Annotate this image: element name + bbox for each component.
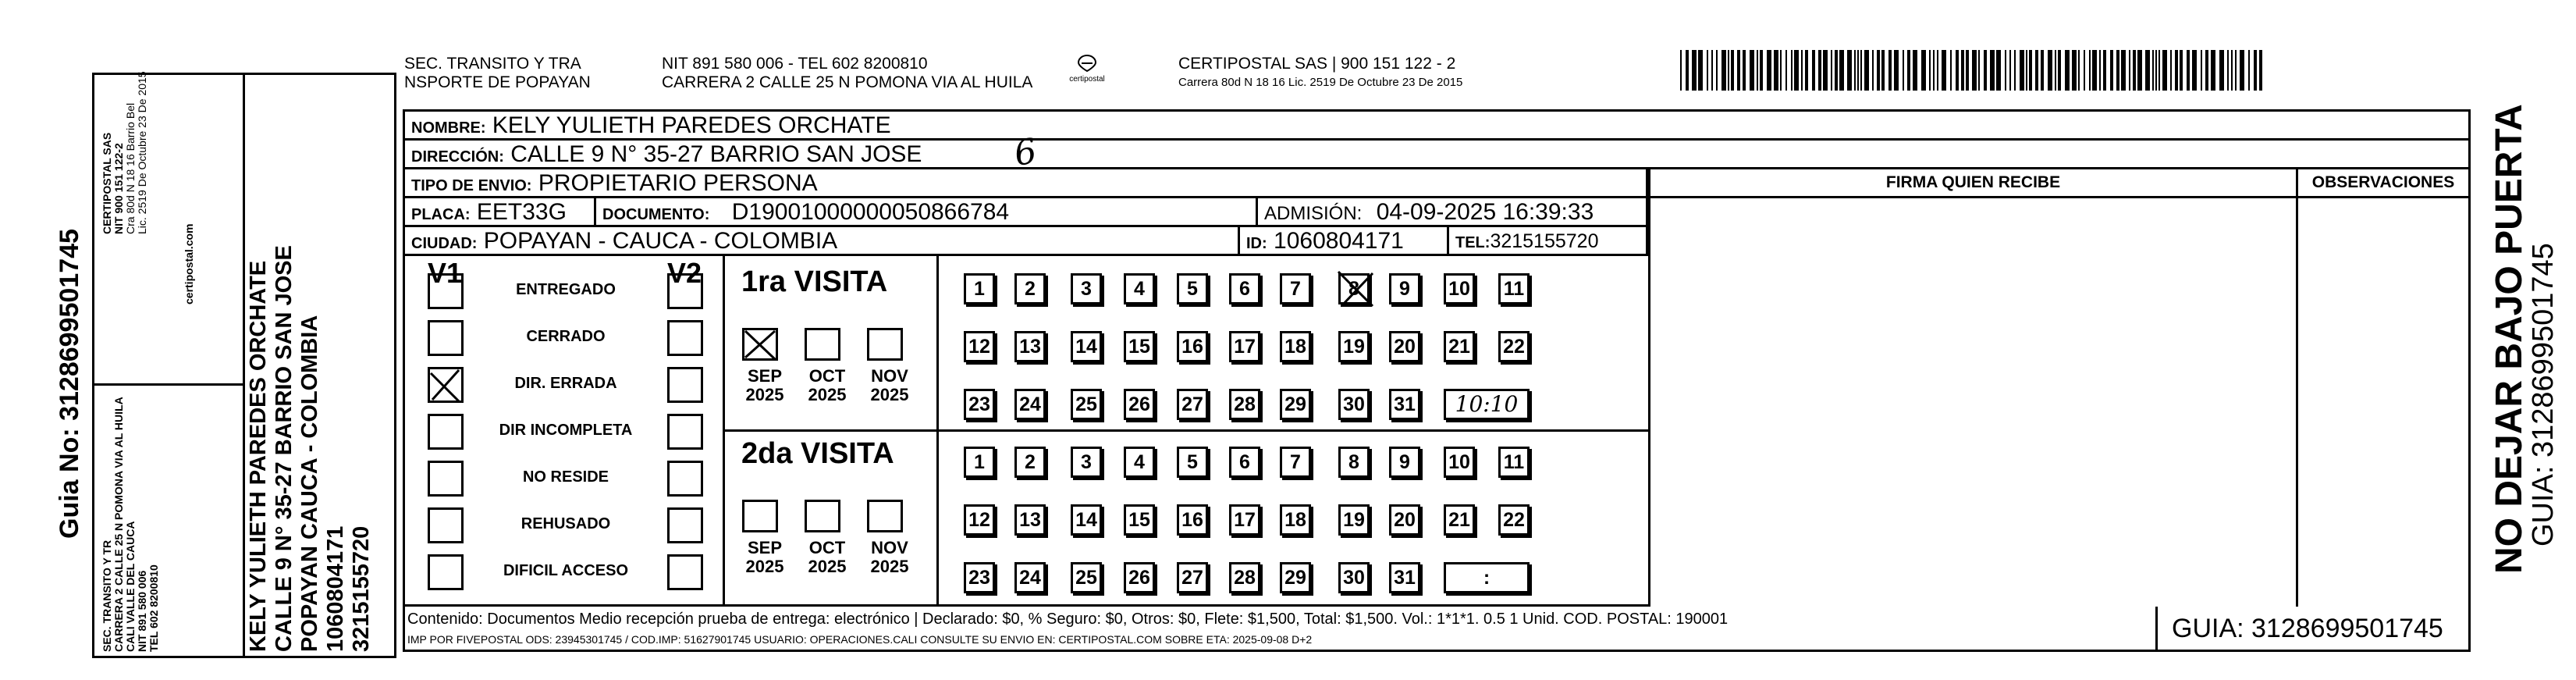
day-box[interactable]: 8 (1338, 447, 1370, 478)
month-checkbox-oct[interactable] (805, 328, 840, 361)
placa-label: PLACA: (411, 206, 471, 223)
placa-cell (405, 198, 596, 227)
v1-checkbox[interactable] (428, 507, 464, 543)
day-box[interactable]: 9 (1389, 447, 1420, 478)
admision-label: ADMISIÓN: (1264, 203, 1363, 224)
day-box[interactable]: 22 (1498, 331, 1530, 362)
no-dejar-title: NO DEJAR BAJO PUERTA (2489, 104, 2530, 574)
year-label: 2025 (870, 557, 909, 576)
nombre-row (405, 112, 2468, 141)
pin-icon (1077, 55, 1097, 72)
stub-recipient-line: KELY YULIETH PAREDES ORCHATE (246, 260, 271, 652)
tel-label: TEL: (1455, 234, 1491, 251)
day-box[interactable]: 17 (1229, 331, 1260, 362)
second-visit-title: 2da VISITA (741, 437, 894, 470)
documento-label: DOCUMENTO: (602, 206, 710, 223)
ciudad-label: CIUDAD: (411, 235, 478, 252)
id-label: ID: (1246, 235, 1267, 252)
day-box[interactable]: 14 (1071, 504, 1102, 536)
footer-content (407, 609, 2155, 650)
nombre-value: KELY YULIETH PAREDES ORCHATE (492, 112, 891, 138)
year-label: 2025 (808, 385, 847, 404)
day-box[interactable]: 10 (1444, 447, 1475, 478)
day-box[interactable]: 27 (1177, 562, 1208, 593)
sender-nit: NIT 891 580 006 - TEL 602 8200810 (662, 55, 928, 73)
firma-column (1648, 169, 2298, 607)
day-box[interactable]: 30 (1338, 562, 1370, 593)
day-box[interactable]: 5 (1177, 273, 1208, 304)
v1-checkbox[interactable] (428, 320, 464, 356)
footer-guia-box (2155, 607, 2468, 652)
first-visit-title: 1ra VISITA (741, 265, 888, 298)
stub-sender-line: SEC. TRANSITO Y TR (101, 539, 113, 652)
stub-recipient-line: CALLE 9 N° 35-27 BARRIO SAN JOSE (272, 245, 297, 652)
day-box[interactable]: 24 (1014, 389, 1046, 420)
day-box[interactable]: 31 (1389, 389, 1420, 420)
stub-courier-line: Lic. 2519 De Octubre 23 De 2015 (136, 71, 148, 234)
day-box[interactable]: 29 (1280, 562, 1311, 593)
day-box[interactable]: 7 (1280, 447, 1311, 478)
direccion-label: DIRECCIÓN: (411, 148, 504, 166)
right-guia: GUIA: 3128699501745 (2527, 243, 2560, 546)
sender-name-line-2: NSPORTE DE POPAYAN (404, 73, 591, 91)
footer-line-2: IMP POR FIVEPOSTAL ODS: 23945301745 / COD.IMP: 51627901745 USUARIO: OPERACIONES.CALI CONSULTE SU ENVIO EN: CERTIPOSTAL.COM SOBRE ETA: 2025-09-08 D+2 (407, 633, 1313, 646)
day-box[interactable]: 15 (1124, 504, 1155, 536)
observaciones-column (2298, 169, 2468, 607)
day-box[interactable]: 25 (1071, 562, 1102, 593)
stub-recipient-line: 1060804171 (323, 525, 348, 652)
visit-option-label: DIFICIL ACCESO (503, 562, 628, 579)
year-label: 2025 (808, 557, 847, 576)
sender-name (404, 55, 591, 92)
firma-header: FIRMA QUIEN RECIBE (1650, 169, 2296, 198)
day-box[interactable]: 26 (1124, 562, 1155, 593)
courier-name: CERTIPOSTAL SAS | 900 151 122 - 2 (1178, 55, 1456, 73)
x-mark-icon (428, 367, 464, 403)
time-box[interactable]: : (1444, 562, 1530, 593)
month-label: NOV (871, 538, 908, 557)
v1-checkbox[interactable] (428, 414, 464, 450)
day-box[interactable]: 3 (1071, 273, 1102, 304)
year-label: 2025 (745, 385, 784, 404)
month-checkbox-sep[interactable] (742, 500, 778, 532)
month-label: NOV (871, 366, 908, 386)
logo-text: certipostal (1069, 75, 1105, 84)
stub-recipient-line: POPAYAN CAUCA - COLOMBIA (297, 315, 322, 652)
day-box[interactable]: 2 (1014, 273, 1046, 304)
day-box[interactable]: 14 (1071, 331, 1102, 362)
footer-line-1: Contenido: Documentos Medio recepción prueba de entrega: electrónico | Declarado: $0, % Seguro: $0, Otros: $0, Flete: $1,500, Total: $1,500. Vol.: 1*1*1. 0.5 1 Unid. COD. POSTAL: 190001 (407, 611, 1729, 628)
direccion-value: CALLE 9 N° 35-27 BARRIO SAN JOSE (510, 141, 922, 167)
stub-sender-line: CALI VALLE DEL CAUCA (124, 521, 137, 652)
footer-guia: GUIA: 3128699501745 (2172, 614, 2443, 643)
day-box[interactable]: 16 (1177, 504, 1208, 536)
day-box[interactable]: 20 (1389, 331, 1420, 362)
month-checkbox-nov[interactable] (867, 500, 903, 532)
day-box[interactable]: 12 (964, 331, 995, 362)
stub-sender (101, 397, 160, 652)
day-box[interactable]: 21 (1444, 331, 1475, 362)
day-box[interactable]: 21 (1444, 504, 1475, 536)
stub-courier-line: NIT 900 151 122-2 (112, 143, 125, 234)
tipo-label: TIPO DE ENVIO: (411, 177, 532, 194)
stub-website: certipostal.com (183, 223, 195, 304)
day-box[interactable]: 4 (1124, 273, 1155, 304)
visits-mid-divider (723, 429, 1648, 432)
day-box[interactable]: 26 (1124, 389, 1155, 420)
day-box[interactable]: 12 (964, 504, 995, 536)
visit-option-label: CERRADO (526, 328, 606, 345)
day-box[interactable]: 18 (1280, 331, 1311, 362)
stub-courier (101, 71, 148, 234)
day-box[interactable]: 15 (1124, 331, 1155, 362)
day-box[interactable]: 28 (1229, 389, 1260, 420)
day-box[interactable]: 19 (1338, 504, 1370, 536)
documento-value: D19001000000050866784 (731, 199, 1010, 225)
stub-sender-line: NIT 891 580 006 (136, 570, 148, 652)
v2-checkbox[interactable] (667, 273, 703, 309)
year-label: 2025 (745, 557, 784, 576)
day-box[interactable]: 6 (1229, 273, 1260, 304)
handwritten-mark: 6 (1011, 130, 1040, 175)
sender-name-line-1: SEC. TRANSITO Y TRA (404, 55, 581, 73)
v2-header: V2 (667, 257, 702, 289)
day-box[interactable]: 1 (964, 447, 995, 478)
stub-guia-label: Guia No: 3128699501745 (55, 229, 84, 539)
day-box[interactable]: 6 (1229, 447, 1260, 478)
v2-checkbox[interactable] (667, 414, 703, 450)
id-cell (1240, 227, 1449, 256)
ciudad-cell (405, 227, 1240, 256)
day-box[interactable]: 13 (1014, 504, 1046, 536)
month-checkbox-nov[interactable] (867, 328, 903, 361)
day-box[interactable]: 4 (1124, 447, 1155, 478)
visit-option-label: REHUSADO (521, 515, 611, 532)
day-box[interactable]: 25 (1071, 389, 1102, 420)
visit-option-label: DIR. ERRADA (514, 375, 617, 392)
stub-sender-line: TEL 602 8200810 (147, 564, 160, 652)
visit-option-label: DIR INCOMPLETA (499, 422, 633, 439)
observaciones-header: OBSERVACIONES (2298, 169, 2468, 198)
day-box[interactable]: 16 (1177, 331, 1208, 362)
day-box[interactable]: 7 (1280, 273, 1311, 304)
barcode (1680, 50, 2267, 91)
day-box[interactable]: 30 (1338, 389, 1370, 420)
day-box[interactable]: 2 (1014, 447, 1046, 478)
day-box[interactable]: 1 (964, 273, 995, 304)
day-box[interactable]: 8 (1338, 273, 1370, 304)
courier-address: Carrera 80d N 18 16 Lic. 2519 De Octubre 23 De 2015 (1178, 76, 1463, 89)
day-box[interactable]: 9 (1389, 273, 1420, 304)
stub-recipient-line: 3215155720 (349, 525, 374, 652)
v1-checkbox[interactable] (428, 273, 464, 309)
sender-details (662, 55, 1032, 92)
tel-value: 3215155720 (1490, 230, 1599, 252)
id-value: 1060804171 (1274, 228, 1404, 254)
day-box[interactable]: 24 (1014, 562, 1046, 593)
nombre-label: NOMBRE: (411, 119, 486, 137)
month-label: OCT (808, 538, 846, 557)
courier-details (1178, 55, 1462, 92)
admision-cell (1258, 198, 1648, 227)
stub-courier-line: CERTIPOSTAL SAS (101, 132, 113, 234)
tipo-value: PROPIETARIO PERSONA (538, 170, 818, 196)
month-label: OCT (808, 366, 846, 386)
v2-checkbox[interactable] (667, 461, 703, 497)
day-box[interactable]: 23 (964, 389, 995, 420)
tipo-row (405, 169, 1648, 198)
direccion-row (405, 141, 2468, 169)
stub-divider-2 (94, 383, 243, 386)
documento-cell (596, 198, 1258, 227)
day-box[interactable]: 31 (1389, 562, 1420, 593)
visit-option-label: ENTREGADO (516, 281, 616, 298)
day-box[interactable]: 27 (1177, 389, 1208, 420)
day-box[interactable]: 20 (1389, 504, 1420, 536)
day-box[interactable]: 3 (1071, 447, 1102, 478)
day-box[interactable]: 11 (1498, 447, 1530, 478)
day-box[interactable]: 19 (1338, 331, 1370, 362)
day-box[interactable]: 13 (1014, 331, 1046, 362)
tel-cell (1449, 227, 1648, 256)
day-box[interactable]: 5 (1177, 447, 1208, 478)
v1-checkbox[interactable] (428, 554, 464, 590)
v2-checkbox[interactable] (667, 507, 703, 543)
visit-option-label: NO RESIDE (522, 468, 609, 486)
stub-recipient (246, 245, 375, 652)
day-box[interactable]: 22 (1498, 504, 1530, 536)
stub-divider-1 (243, 75, 245, 656)
v2-checkbox[interactable] (667, 320, 703, 356)
month-checkbox-oct[interactable] (805, 500, 840, 532)
day-box[interactable]: 23 (964, 562, 995, 593)
admision-value: 04-09-2025 16:39:33 (1376, 199, 1594, 225)
x-mark-icon (742, 328, 778, 361)
v1-checkbox[interactable] (428, 461, 464, 497)
sender-address: CARRERA 2 CALLE 25 N POMONA VIA AL HUILA (662, 73, 1033, 91)
day-box[interactable]: 11 (1498, 273, 1530, 304)
time-box[interactable]: 10:10 (1444, 389, 1530, 420)
day-box[interactable]: 29 (1280, 389, 1311, 420)
v2-checkbox[interactable] (667, 554, 703, 590)
courier-logo (1060, 55, 1114, 94)
day-box[interactable]: 10 (1444, 273, 1475, 304)
v2-checkbox[interactable] (667, 367, 703, 403)
stub-courier-line: Cra 80d N 18 16 Barrio Bel (124, 102, 137, 234)
month-checkbox-sep[interactable] (742, 328, 778, 361)
stub-sender-line: CARRERA 2 CALLE 25 N POMONA VIA AL HUILA (112, 397, 125, 652)
month-label: SEP (747, 366, 783, 386)
placa-value: EET33G (476, 199, 567, 225)
v1-header: V1 (428, 257, 463, 289)
ciudad-value: POPAYAN - CAUCA - COLOMBIA (483, 228, 838, 254)
v1-checkbox[interactable] (428, 367, 464, 403)
day-box[interactable]: 18 (1280, 504, 1311, 536)
day-box[interactable]: 17 (1229, 504, 1260, 536)
month-label: SEP (747, 538, 783, 557)
day-box[interactable]: 28 (1229, 562, 1260, 593)
year-label: 2025 (870, 385, 909, 404)
